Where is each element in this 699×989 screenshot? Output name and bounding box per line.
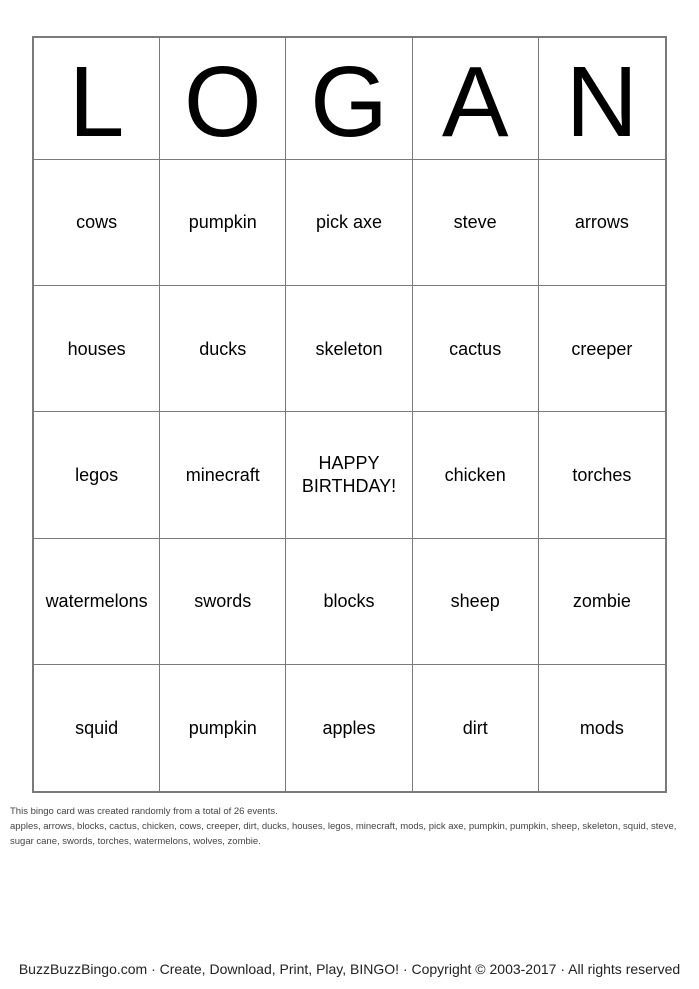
bingo-free-space-cell: HAPPY BIRTHDAY!: [286, 412, 412, 538]
bingo-cell: creeper: [539, 286, 665, 412]
bingo-cell: ducks: [160, 286, 286, 412]
bingo-cell: pumpkin: [160, 665, 286, 791]
bingo-cell: zombie: [539, 539, 665, 665]
bingo-cell: squid: [34, 665, 160, 791]
bingo-cell: pumpkin: [160, 160, 286, 286]
bingo-cell: legos: [34, 412, 160, 538]
card-generation-info: [10, 804, 690, 849]
bingo-cell: torches: [539, 412, 665, 538]
bingo-card-grid: [32, 36, 667, 793]
bingo-cell: houses: [34, 286, 160, 412]
bingo-cell: watermelons: [34, 539, 160, 665]
bingo-cell: chicken: [413, 412, 539, 538]
bingo-cell: blocks: [286, 539, 412, 665]
bingo-cell: swords: [160, 539, 286, 665]
bingo-cell: dirt: [413, 665, 539, 791]
bingo-cell: steve: [413, 160, 539, 286]
site-copyright-footer: BuzzBuzzBingo.com · Create, Download, Print, Play, BINGO! · Copyright © 2003-2017 · All rights reserved: [18, 961, 681, 977]
header-letter: O: [160, 38, 286, 160]
bingo-cell: sheep: [413, 539, 539, 665]
bingo-cell: arrows: [539, 160, 665, 286]
bingo-cell: apples: [286, 665, 412, 791]
bingo-cell: skeleton: [286, 286, 412, 412]
header-letter: N: [539, 38, 665, 160]
header-letter: L: [34, 38, 160, 160]
bingo-cell: cows: [34, 160, 160, 286]
header-letter: A: [413, 38, 539, 160]
header-letter: G: [286, 38, 412, 160]
bingo-cell: minecraft: [160, 412, 286, 538]
events-list: apples, arrows, blocks, cactus, chicken, cows, creeper, dirt, ducks, houses, legos, minecraft, mods, pick axe, pumpkin, pumpkin, sheep, skeleton, squid, steve, sugar cane, swords, torches, watermelons, wolves, zombie.: [10, 821, 677, 847]
bingo-cell: pick axe: [286, 160, 412, 286]
bingo-cell: mods: [579, 717, 624, 738]
info-line: This bingo card was created randomly from a total of 26 events.: [10, 806, 278, 817]
bingo-cell: cactus: [413, 286, 539, 412]
